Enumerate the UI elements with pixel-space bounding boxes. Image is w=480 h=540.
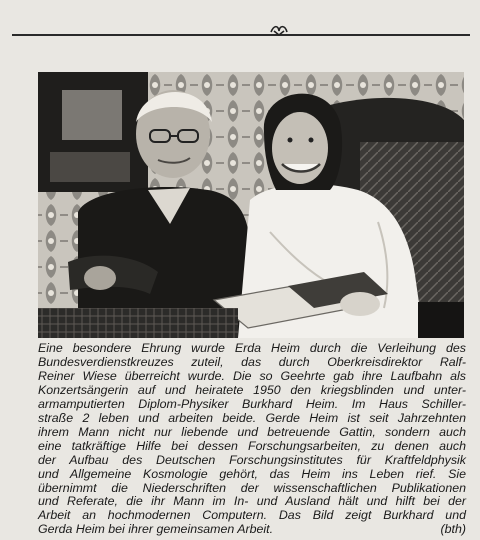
caption-line: Arbeit an hochmodernen Computern. Das Bild zeigt Burkhard und <box>38 508 466 523</box>
photo-caption <box>38 342 466 537</box>
caption-line: Konzertsängerin auf und heiratete 1950 den kriegsblinden und unter- <box>38 382 466 397</box>
caption-line: Bundesverdienstkreuzes zuteil, das durch Oberkreisdirektor Ralf- <box>38 354 466 369</box>
photo-heim-couple <box>38 72 464 338</box>
top-rule <box>12 34 470 36</box>
caption-line: und Referate, die ihr Mann im In- und Ausland hält und hilft bei der <box>38 494 466 509</box>
caption-text-end: Gerda Heim bei ihrer gemeinsamen Arbeit. <box>38 522 274 537</box>
caption-line: eine tatkräftige Hilfe bei dessen Forschungsarbeiten, zu denen auch <box>38 438 466 453</box>
caption-line: Reiner Wiese überreicht wurde. Die so Geehrte gab ihre Laufbahn als <box>38 368 466 383</box>
caption-line: übernimmt die Niederschriften der wissenschaftlichen Publikationen <box>38 480 466 495</box>
author-credit: (bth) <box>440 522 466 537</box>
caption-line: der Aufbau des Deutschen Forschungsinstitutes für Kraftfeldphysik <box>38 452 466 467</box>
ornament-icon <box>268 22 290 38</box>
caption-line: armamputierten Diplom-Physiker Burkhard Heim. Im Haus Schiller- <box>38 396 466 411</box>
caption-last-line <box>38 523 466 537</box>
caption-line: und Allgemeine Kosmologie gehört, das Heim ins Leben rief. Sie <box>38 466 466 481</box>
caption-line: Eine besondere Ehrung wurde Erda Heim durch die Verleihung des <box>38 341 466 355</box>
caption-line: ihrem Mann nicht nur liebende und betreuende Gattin, sondern auch <box>38 424 466 439</box>
caption-line: straße 2 leben und arbeiten beide. Gerde Heim ist seit Jahrzehnten <box>38 410 466 425</box>
